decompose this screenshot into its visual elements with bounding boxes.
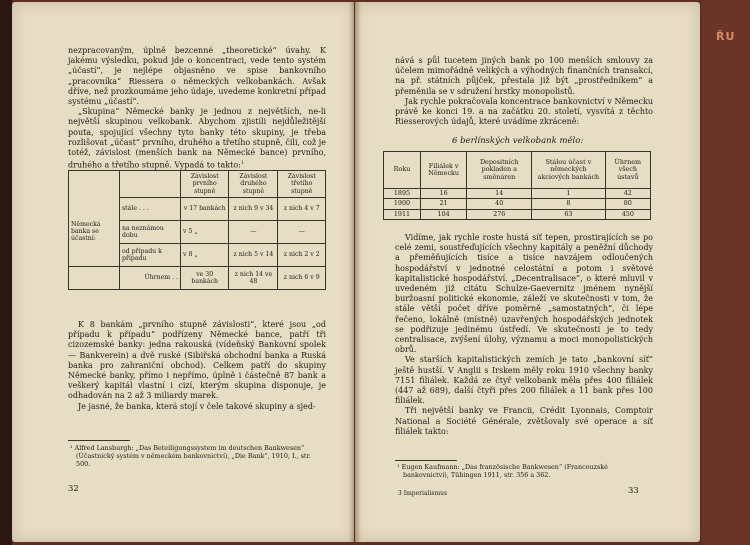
bank-table-caption: 6 berlínských velkobank mělo: — [452, 136, 584, 146]
bank-cell: 1900 — [384, 199, 421, 209]
bank-cell: 63 — [532, 209, 605, 219]
bank-header: Roku — [384, 152, 421, 189]
right-paragraph-5: Tři největší banky ve Francii, Crédit Lyonnais, Comptoir National a Société Générale, zvětšovaly své operace a síť filiálek takto: — [395, 406, 653, 436]
right-footnote-text: ¹ Eugen Kaufmann: „Das französische Bankwesen“ (Francouzské bankovnictví), Tübingen 1911, str. 356 a 362. — [397, 463, 608, 479]
right-signature: 3 Imperialismus — [398, 490, 448, 497]
bank-cell: 16 — [421, 189, 467, 199]
left-footnote — [68, 444, 326, 468]
right-paragraph-2: Jak rychle pokračovala koncentrace bankovnictví v Německu právě ke konci 19. a na začátku 20. století, vysvítá z těchto Riesserových údajů, které uvádíme zkráceně: — [395, 96, 653, 127]
left-paragraph-4: Je jasné, že banka, která stojí v čele takové skupiny a sjed- — [78, 401, 316, 411]
right-text-top — [395, 56, 653, 127]
edge-letters: ŘU — [716, 30, 736, 43]
book-right-edge — [702, 0, 750, 545]
group-table-corner-2 — [120, 171, 181, 198]
group-table — [68, 170, 326, 290]
left-text-bottom — [68, 320, 326, 412]
group-cell: v 17 bankách — [181, 198, 229, 221]
group-table-corner — [69, 171, 120, 198]
group-cell: z nich 2 v 2 — [278, 244, 326, 267]
left-footnote-rule — [68, 440, 130, 441]
bank-header: Úhrnem všech ústavů — [605, 152, 650, 189]
bank-cell: 42 — [605, 189, 650, 199]
bank-header: Stálou účast v německých akciových bankách — [532, 152, 605, 189]
left-text-top — [68, 46, 326, 171]
group-header-1: Závislost prvního stupně — [181, 171, 229, 198]
left-page-number: 32 — [68, 484, 79, 494]
left-paragraph-1: nezpracovaným, úplně bezcenné „theoretické“ úvahy. K jakému výsledku, pokud jde o koncentraci, vede tento systém „účastí“, je nejlépe objasněno ve spise bankovního „pracovníka“ Riessera o německých velkobankách. Avšak dříve, než prozkoumáme jeho údaje, uvedeme konkretní případ systému „účastí“. — [68, 46, 326, 107]
group-total-empty — [69, 267, 120, 290]
group-cell: z nich 9 v 34 — [229, 198, 278, 221]
bank-header: Depositních pokladen a směnáren — [467, 152, 532, 189]
bank-cell: 14 — [467, 189, 532, 199]
bank-table — [383, 151, 651, 220]
right-paragraph-4: Ve starších kapitalistických zemích je tato „bankovní síť“ ještě hustší. V Anglii s Irskem měly roku 1910 všechny banky 7151 filiálek. Každá ze čtyř velkobank měla přes 400 filiálek (447 až 689), další čtyři přes 200 filiálek a 11 bank přes 100 filiálek. — [395, 355, 653, 406]
group-header-2: Závislost druhého stupně — [229, 171, 278, 198]
bank-header: Filiálek v Německu — [421, 152, 467, 189]
bank-cell: 276 — [467, 209, 532, 219]
left-paragraph-2: „Skupina“ Německé banky je jednou z největších, ne-li největší skupinou velkobank. Abychom zjistili nejdůležitější pouta, spojující všechny tyto banky této skupiny, je třeba rozlišovat „účast“ prvního, druhého a třetího stupně, čili, což je totéž, závislost (menších bank na Německé bance) prvního, druhého a třetího stupně. Vypadá to takto:$^1$ — [68, 107, 326, 170]
group-row-label: od případu k případu — [120, 244, 181, 267]
group-cell: z nich 5 v 14 — [229, 244, 278, 267]
group-side-label: Německá banka se účastní: — [69, 198, 120, 267]
right-paragraph-1: nává s půl tucetem jiných bank po 100 menších smlouvy za účelem mimořádně velikých a výhodných finančních transakcí, na př. státních půjček, přestala již být „prostředníkem“ a přeměnila se v sdružení hrstky monopolistů. — [395, 56, 653, 96]
group-row-label: na neznámou dobu — [120, 221, 181, 244]
group-cell: z nich 4 v 7 — [278, 198, 326, 221]
right-paragraph-3: Vidíme, jak rychle roste hustá síť tepen, prostirajících se po celé zemi, soustřeďujících všechny kapitály a peněžní důchody a přeměňujících tisíce a tisíce navzájem odloučených hospodářství v jednotné celostátní a potom i světové kapitalistické hospodářství. „Decentralisace“, o které mluvil v uvedeném již citátu Schulze-Gaevernitz jménem nynější buržoasní politické ekonomie, záleží ve skutečnosti v tom, že stále větší počet dříve poměrně „samostatných“, či lépe řečeno, lokálně (místně) uzavřených hospodářských jednotek se podřizuje jedinému ústředí. Ve skutečnosti je to tedy centralisace, zvýšení úlohy, významu a moci monopolistických obrů. — [395, 233, 653, 355]
left-paragraph-3: K 8 bankám „prvního stupně závislosti“, které jsou „od případu k případu“ podřízeny Německé bance, patří tři cizozemské banky: jedna rakouská (vídeňský Bankovní spolek — Bankverein) a dvě ruské (Sibiřská obchodní banka a Ruská banka pro zahraniční obchod). Celkem patří do skupiny Německé banky, přímo i nepřímo, úplně i částečně 87 bank a veškerý kapitál vlastní i cizí, kterým skupina disponuje, je odhadován na 2 až 3 miliardy marek. — [68, 320, 326, 401]
bank-cell: 1911 — [384, 209, 421, 219]
right-page-number: 33 — [628, 486, 639, 496]
group-total-cell: z nich 6 v 9 — [278, 267, 326, 290]
book-left-edge — [0, 0, 12, 545]
bank-cell: 80 — [605, 199, 650, 209]
group-cell: v 5 „ — [181, 221, 229, 244]
group-cell: — — [278, 221, 326, 244]
group-total-label: Úhrnem . . — [120, 267, 181, 290]
bank-cell: 1 — [532, 189, 605, 199]
group-cell: v 8 „ — [181, 244, 229, 267]
bank-cell: 450 — [605, 209, 650, 219]
bank-cell: 21 — [421, 199, 467, 209]
right-footnote-rule — [395, 460, 457, 461]
group-header-3: Závislost třetího stupně — [278, 171, 326, 198]
group-total-cell: ve 30 bankách — [181, 267, 229, 290]
right-text-bottom — [395, 233, 653, 437]
group-cell: — — [229, 221, 278, 244]
group-row-label: stále . . . — [120, 198, 181, 221]
group-total-cell: z nich 14 ve 48 — [229, 267, 278, 290]
bank-cell: 40 — [467, 199, 532, 209]
book-gutter — [349, 2, 361, 542]
bank-cell: 8 — [532, 199, 605, 209]
bank-cell: 1895 — [384, 189, 421, 199]
right-footnote — [395, 463, 653, 479]
bank-cell: 104 — [421, 209, 467, 219]
left-footnote-text: ¹ Alfred Lansburgh: „Das Beteiligungssystem im deutschen Bankwesen“ (Účastnický systém v německém bankovnictví), „Die Bank“, 1910, I., str. 500. — [70, 444, 311, 468]
